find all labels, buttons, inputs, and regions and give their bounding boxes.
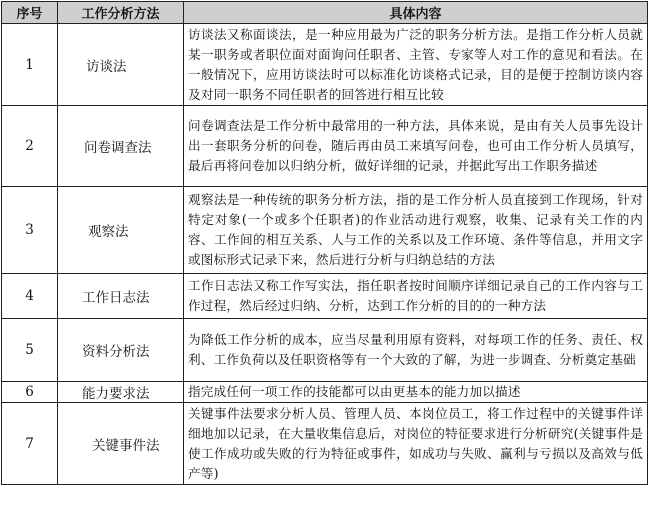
row-number: 2 <box>2 106 58 187</box>
row-method-label: 问卷调查法 <box>84 140 152 156</box>
methods-table-container <box>1 1 647 511</box>
table-row <box>2 274 648 319</box>
row-content: 工作日志法又称工作写实法，指任职者按时间顺序详细记录自己的工作内容与工作过程，然后经过归纳、分析，达到工作分析的目的的一种方法 <box>184 274 648 319</box>
row-method <box>58 106 184 187</box>
row-number: 7 <box>2 403 58 485</box>
header-serial-number: 序号 <box>2 2 58 24</box>
header-content: 具体内容 <box>184 2 648 24</box>
table-row <box>2 106 648 187</box>
row-method-label: 访谈法 <box>86 58 127 75</box>
row-method <box>58 274 184 319</box>
row-method <box>58 382 184 403</box>
table-row <box>2 319 648 382</box>
row-method-label: 关键事件法 <box>92 437 160 454</box>
row-method <box>58 187 184 274</box>
table-row <box>2 187 648 274</box>
row-content: 问卷调查法是工作分析中最常用的一种方法，具体来说，是由有关人员事先设计出一套职务分析的问卷，随后再由员工来填写问卷，也可由工作分析人员填写，最后再将问卷加以归纳分析，做好详细的记录，并据此写出工作职务描述 <box>184 106 648 187</box>
table-row <box>2 403 648 485</box>
row-number: 1 <box>2 24 58 106</box>
row-content: 观察法是一种传统的职务分析方法，指的是工作分析人员直接到工作现场，针对特定对象(一个或多个任职者)的作业活动进行观察，收集、记录有关工作的内容、工作间的相互关系、人与工作的关系以及工作环境、条件等信息，并用文字或图标形式记录下来，然后进行分析与归纳总结的方法 <box>184 187 648 274</box>
row-number: 4 <box>2 274 58 319</box>
row-number: 6 <box>2 382 58 403</box>
job-analysis-methods-table <box>1 1 648 485</box>
table-row <box>2 24 648 106</box>
row-method <box>58 403 184 485</box>
table-row <box>2 382 648 403</box>
row-method-label: 工作日志法 <box>82 290 150 306</box>
row-method-label: 观察法 <box>88 224 129 240</box>
row-method-label: 资料分析法 <box>82 344 150 360</box>
table-header-row <box>2 2 648 24</box>
row-method <box>58 319 184 382</box>
row-method-label: 能力要求法 <box>82 386 150 402</box>
header-method: 工作分析方法 <box>58 2 184 24</box>
row-content: 指完成任何一项工作的技能都可以由更基本的能力加以描述 <box>184 382 648 403</box>
row-number: 5 <box>2 319 58 382</box>
row-number: 3 <box>2 187 58 274</box>
row-method <box>58 24 184 106</box>
row-content: 访谈法又称面谈法，是一种应用最为广泛的职务分析方法。是指工作分析人员就某一职务或者职位面对面询问任职者、主管、专家等人对工作的意见和看法。在一般情况下，应用访谈法时可以标准化访谈格式记录，目的是便于控制访谈内容及对同一职务不同任职者的回答进行相互比较 <box>184 24 648 106</box>
row-content: 为降低工作分析的成本，应当尽量利用原有资料，对每项工作的任务、责任、权利、工作负荷以及任职资格等有一个大致的了解，为进一步调查、分析奠定基础 <box>184 319 648 382</box>
row-content: 关键事件法要求分析人员、管理人员、本岗位员工，将工作过程中的关键事件详细地加以记录，在大量收集信息后，对岗位的特征要求进行分析研究(关键事件是使工作成功或失败的行为特征或事件，如成功与失败、赢利与亏损以及高效与低产等) <box>184 403 648 485</box>
